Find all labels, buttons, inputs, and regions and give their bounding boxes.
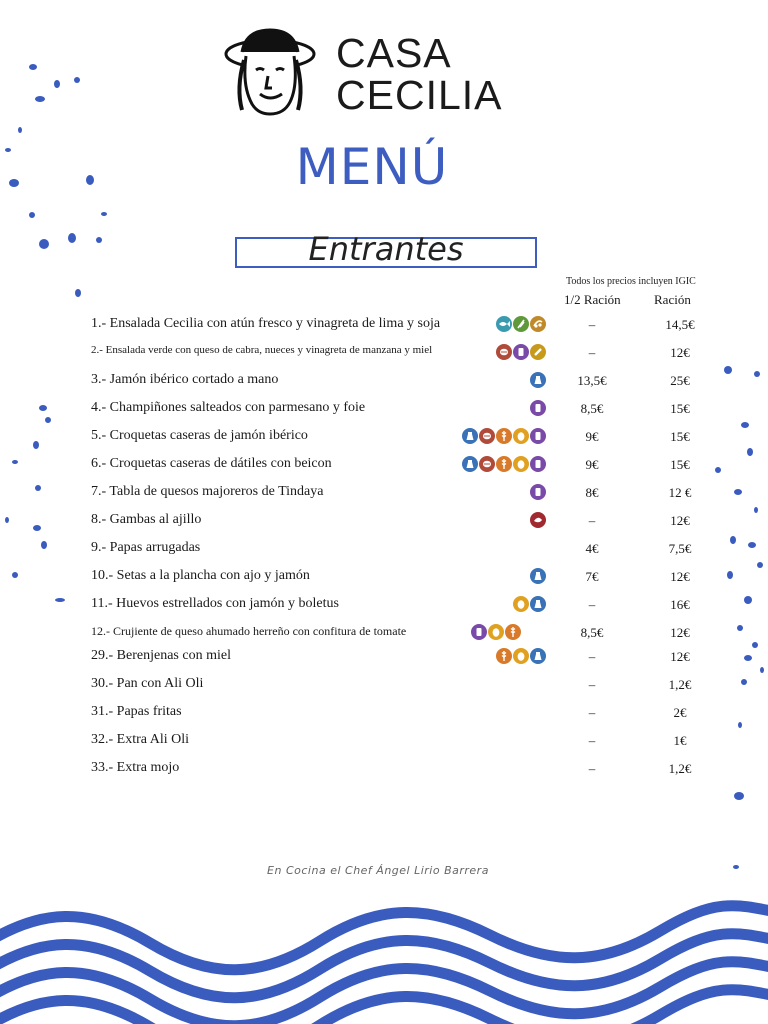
allergen-icons — [462, 456, 547, 473]
menu-item-full-price: 12€ — [670, 569, 690, 584]
menu-item-half-price: 8,5€ — [580, 625, 604, 640]
menu-item-name: 30.- Pan con Ali Oli — [91, 676, 204, 691]
allergen-sulphites-icon — [530, 568, 546, 584]
allergen-crustaceans-icon — [530, 512, 546, 528]
menu-item-name: 3.- Jamón ibérico cortado a mano — [91, 372, 279, 387]
menu-item-name: 6.- Croquetas caseras de dátiles con beicon — [91, 456, 332, 471]
tax-note: Todos los precios incluyen IGIC — [566, 276, 696, 287]
menu-item-half-price: – — [588, 345, 596, 360]
menu-item-full-price: 12 € — [668, 485, 692, 500]
allergen-soy-icon — [530, 316, 546, 332]
menu-item-full-price: 7,5€ — [668, 541, 692, 556]
allergen-nuts-icon — [496, 344, 512, 360]
menu-title: MENÚ — [295, 138, 449, 196]
menu-item-half-price: 9€ — [585, 457, 599, 472]
menu-item-half-price: 8,5€ — [580, 401, 604, 416]
allergen-icons — [530, 372, 547, 389]
allergen-fish-icon — [496, 316, 512, 332]
menu-item-half-price: – — [588, 597, 596, 612]
allergen-milk-icon — [530, 428, 546, 444]
menu-item-name: 5.- Croquetas caseras de jamón ibérico — [91, 428, 308, 443]
menu-item-name: 4.- Champiñones salteados con parmesano y foie — [91, 400, 366, 415]
menu-item-full-price: 1,2€ — [668, 677, 692, 692]
menu-item-name: 31.- Papas fritas — [91, 704, 182, 719]
menu-item-full-price: 12€ — [670, 625, 690, 640]
allergen-icons — [496, 316, 547, 333]
menu-item-name: 2.- Ensalada verde con queso de cabra, nueces y vinagreta de manzana y miel — [91, 344, 433, 356]
allergen-sulphites-icon — [462, 428, 478, 444]
menu-item-half-price: 7€ — [585, 569, 599, 584]
decorative-waves — [0, 895, 768, 1024]
menu-item-name: 33.- Extra mojo — [91, 760, 180, 775]
allergen-milk-icon — [530, 484, 546, 500]
allergen-egg-icon — [513, 456, 529, 472]
allergen-icons — [496, 648, 547, 665]
menu-item-name: 8.- Gambas al ajillo — [91, 512, 202, 527]
chef-credit: En Cocina el Chef Ángel Lirio Barrera — [267, 864, 489, 877]
column-header-half-portion: 1/2 Ración — [564, 292, 621, 307]
menu-item-half-price: 9€ — [585, 429, 599, 444]
allergen-celery-icon — [513, 316, 529, 332]
menu-item-half-price: – — [588, 513, 596, 528]
allergen-egg-icon — [513, 648, 529, 664]
menu-item-full-price: 15€ — [670, 401, 690, 416]
menu-item-full-price: 16€ — [670, 597, 690, 612]
menu-item-half-price: 13,5€ — [577, 373, 607, 388]
menu-item-half-price: 8€ — [585, 485, 599, 500]
allergen-icons — [471, 624, 522, 641]
allergen-icons — [513, 596, 547, 613]
allergen-icons — [462, 428, 547, 445]
menu-item-full-price: 15€ — [670, 457, 690, 472]
allergen-gluten-icon — [496, 456, 512, 472]
menu-item-name: 10.- Setas a la plancha con ajo y jamón — [91, 568, 310, 583]
allergen-gluten-icon — [496, 648, 512, 664]
menu-item-half-price: – — [588, 761, 596, 776]
menu-item-half-price: – — [588, 733, 596, 748]
menu-item-full-price: 1€ — [673, 733, 687, 748]
menu-item-full-price: 2€ — [673, 705, 687, 720]
allergen-sulphites-icon — [530, 648, 546, 664]
menu-item-full-price: 15€ — [670, 429, 690, 444]
brand-name-line-2: CECILIA — [336, 72, 503, 118]
menu-item-half-price: – — [588, 649, 596, 664]
menu-item-full-price: 12€ — [670, 649, 690, 664]
casa-cecilia-logo-icon — [222, 26, 318, 118]
allergen-gluten-icon — [505, 624, 521, 640]
menu-item-name: 12.- Crujiente de queso ahumado herreño con confitura de tomate — [91, 624, 407, 638]
allergen-milk-icon — [471, 624, 487, 640]
allergen-milk-icon — [530, 400, 546, 416]
allergen-icons — [530, 568, 547, 585]
menu-item-name: 7.- Tabla de quesos majoreros de Tindaya — [91, 484, 324, 499]
menu-item-name: 29.- Berenjenas con miel — [91, 648, 231, 663]
allergen-mustard-icon — [530, 344, 546, 360]
allergen-icons — [530, 512, 547, 529]
allergen-icons — [530, 484, 547, 501]
allergen-egg-icon — [513, 596, 529, 612]
allergen-icons — [530, 400, 547, 417]
column-header-full-portion: Ración — [654, 292, 691, 307]
allergen-egg-icon — [488, 624, 504, 640]
allergen-sulphites-icon — [530, 596, 546, 612]
menu-item-name: 32.- Extra Ali Oli — [91, 732, 189, 747]
menu-item-full-price: 14,5€ — [665, 317, 695, 332]
allergen-egg-icon — [513, 428, 529, 444]
menu-item-full-price: 12€ — [670, 345, 690, 360]
allergen-milk-icon — [530, 456, 546, 472]
menu-item-half-price: 4€ — [585, 541, 599, 556]
allergen-sulphites-icon — [462, 456, 478, 472]
allergen-sulphites-icon — [530, 372, 546, 388]
menu-item-full-price: 1,2€ — [668, 761, 692, 776]
allergen-nuts-icon — [479, 428, 495, 444]
brand-name-line-1: CASA — [336, 30, 452, 76]
menu-item-half-price: – — [588, 705, 596, 720]
allergen-milk-icon — [513, 344, 529, 360]
allergen-icons — [496, 344, 547, 361]
menu-item-name: 9.- Papas arrugadas — [91, 540, 201, 555]
menu-item-name: 11.- Huevos estrellados con jamón y boletus — [91, 596, 339, 611]
menu-item-name: 1.- Ensalada Cecilia con atún fresco y vinagreta de lima y soja — [91, 316, 441, 331]
menu-item-half-price: – — [588, 317, 596, 332]
section-title: Entrantes — [308, 230, 464, 268]
menu-item-full-price: 25€ — [670, 373, 690, 388]
menu-item-half-price: – — [588, 677, 596, 692]
allergen-nuts-icon — [479, 456, 495, 472]
allergen-gluten-icon — [496, 428, 512, 444]
menu-item-full-price: 12€ — [670, 513, 690, 528]
